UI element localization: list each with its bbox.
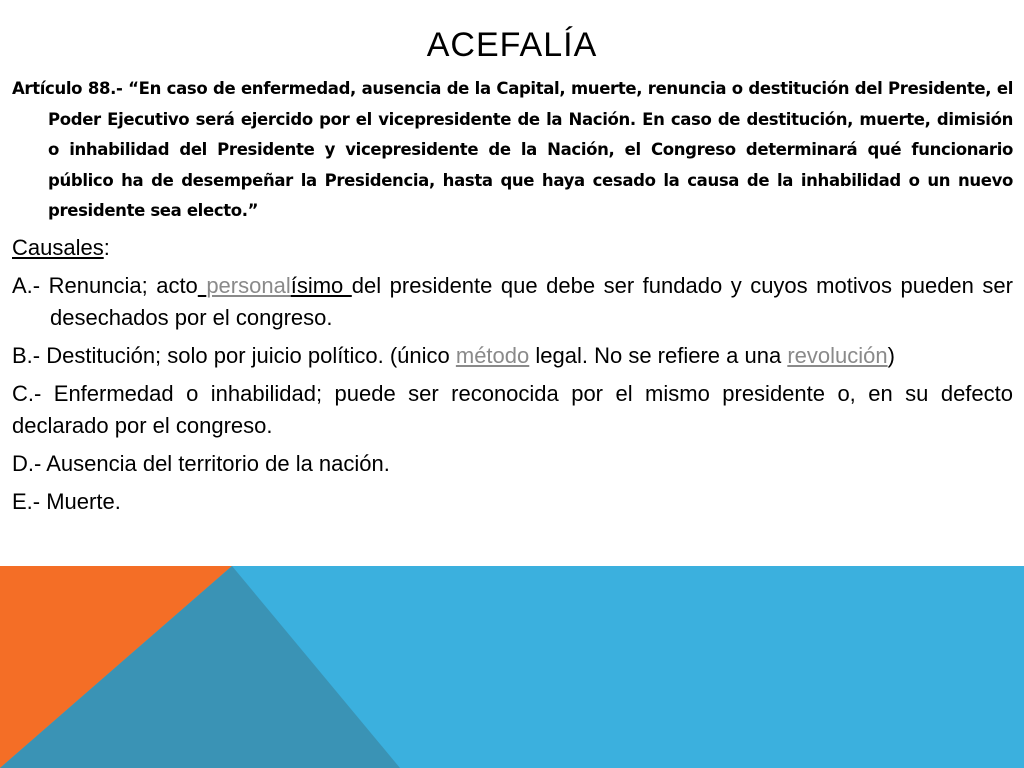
item-d-ausencia: D.- Ausencia del territorio de la nación. [12,450,390,476]
item-a-prefix: A.- Renuncia; acto [12,272,198,298]
link-personal[interactable]: personal [206,272,291,298]
slide-title: ACEFALÍA [426,26,598,64]
slide-content [12,74,1013,524]
item-b-middle: legal. No se refiere a una [529,342,788,368]
link-metodo[interactable]: método [455,342,530,368]
item-a-renuncia [12,270,1013,334]
item-b-destitucion [12,340,1013,372]
item-b-suffix: ) [887,342,895,368]
item-c-enfermedad: C.- Enfermedad o inhabilidad; puede ser reconocida por el mismo presidente o, en su defecto declarado por el congreso. [12,380,1013,438]
link-revolucion[interactable]: revolución [787,342,888,368]
item-b-prefix: B.- Destitución; solo por juicio político. (único [12,342,456,368]
item-a-rest: del presidente que debe ser fundado y cuyos motivos pueden ser desechados por el congreso. [50,272,1013,330]
causales-colon: : [103,234,110,260]
causales-label: Causales [12,234,104,260]
causales-heading [12,232,1013,264]
article-88-quote: Artículo 88.- “En caso de enfermedad, ausencia de la Capital, muerte, renuncia o destitución del Presidente, el Poder Ejecutivo será ejercido por el vicepresidente de la Nación. En caso de destitución, muerte, dimisión o inhabilidad del Presidente y vicepresidente de la Nación, el Congreso determinará qué funcionario público ha de desempeñar la Presidencia, hasta que haya cesado la causa de la inhabilidad o un nuevo presidente sea electo.” [12,79,1013,221]
item-e-muerte: E.- Muerte. [12,488,121,514]
item-a-underlined-tail: ísimo [290,272,352,298]
